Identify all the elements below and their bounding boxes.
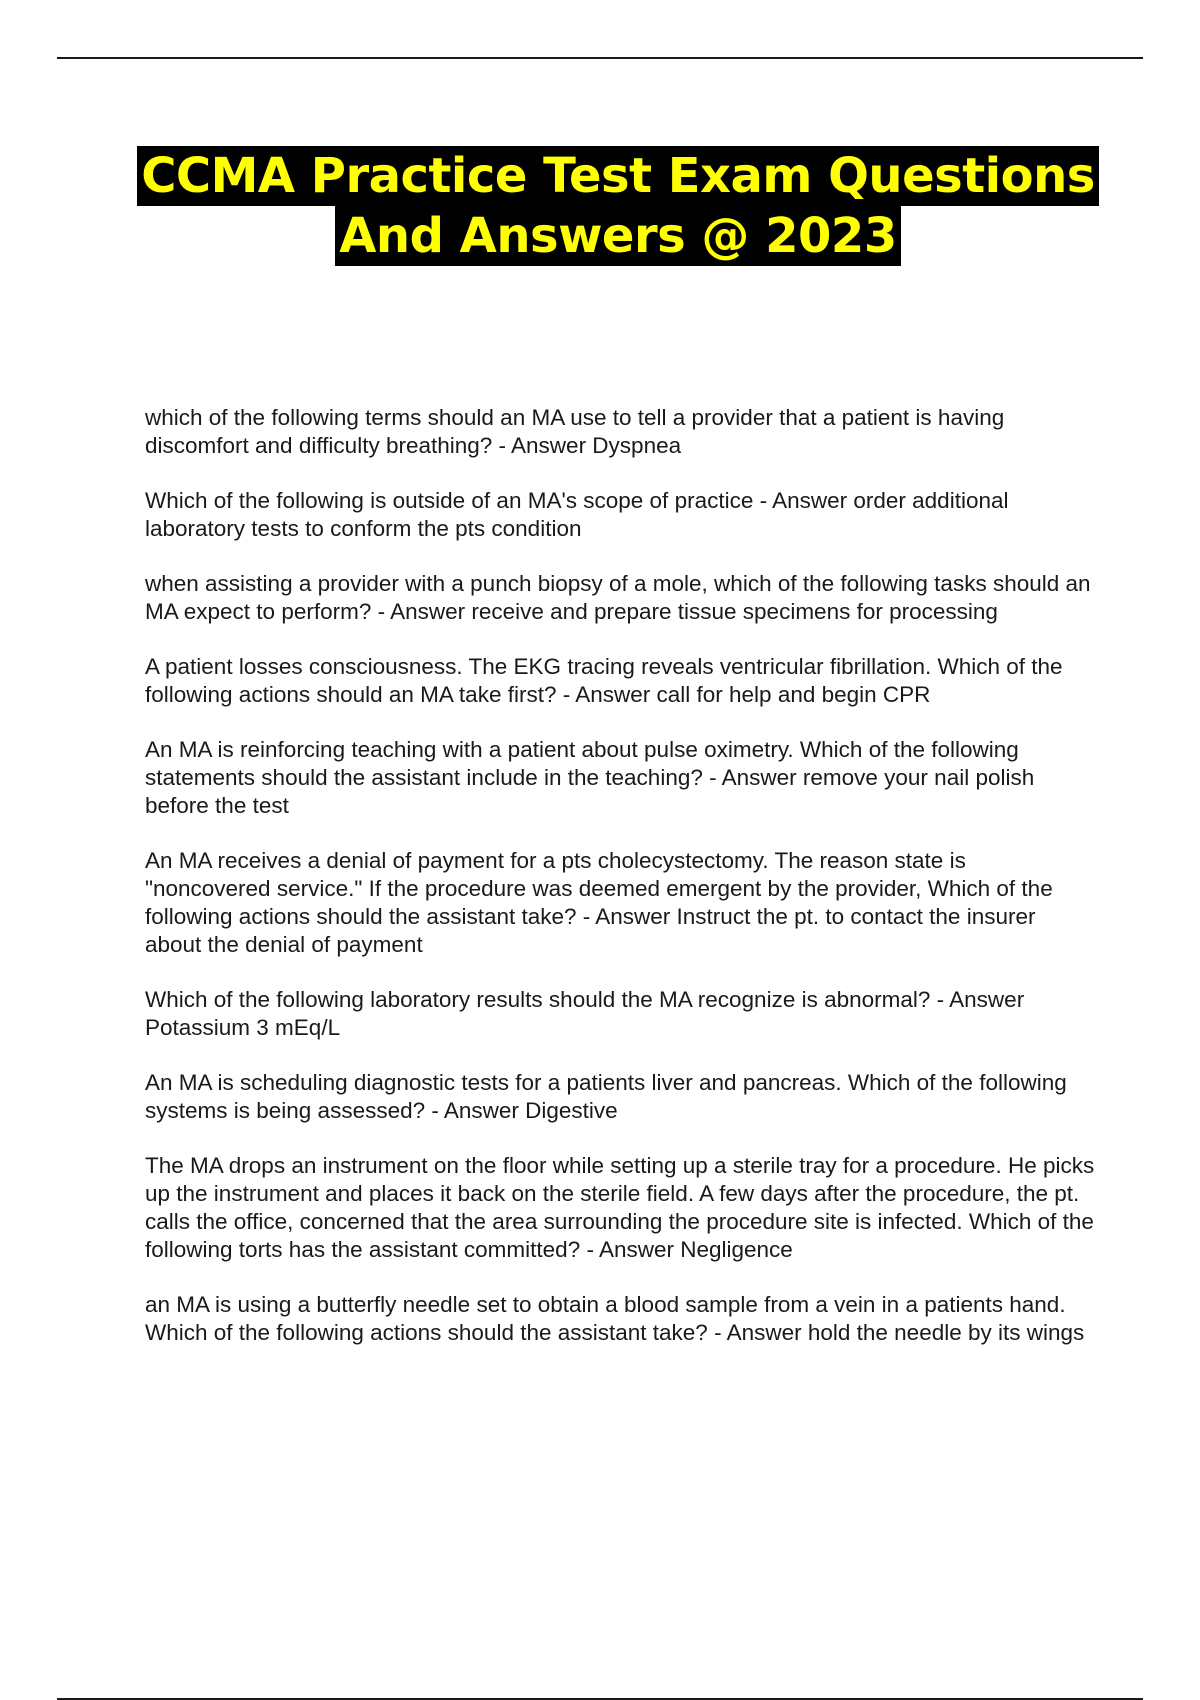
qa-item: Which of the following is outside of an MA's scope of practice - Answer order additional laboratory tests to conform the pts condition: [145, 488, 1009, 541]
title-line-2: And Answers @ 2023: [335, 206, 900, 266]
qa-item: An MA is reinforcing teaching with a patient about pulse oximetry. Which of the following statements should the assistant include in the teaching? - Answer remove your nail polish before the test: [145, 737, 1035, 818]
qa-item: when assisting a provider with a punch biopsy of a mole, which of the following tasks should an MA expect to perform? - Answer receive and prepare tissue specimens for processing: [145, 571, 1091, 624]
top-rule: [57, 57, 1143, 59]
qa-list: [145, 404, 1095, 1374]
qa-item: A patient losses consciousness. The EKG tracing reveals ventricular fibrillation. Which of the following actions should an MA take first? - Answer call for help and begin CPR: [145, 654, 1063, 707]
qa-item: which of the following terms should an MA use to tell a provider that a patient is having discomfort and difficulty breathing? - Answer Dyspnea: [145, 405, 1005, 458]
qa-item: Which of the following laboratory results should the MA recognize is abnormal? - Answer Potassium 3 mEq/L: [145, 987, 1025, 1040]
page-title: [100, 146, 1136, 266]
qa-item: The MA drops an instrument on the floor while setting up a sterile tray for a procedure. He picks up the instrument and places it back on the sterile field. A few days after the procedure, the pt. calls the office, concerned that the area surrounding the procedure site is infected. Which of the following torts has the assistant committed? - Answer Negligence: [145, 1153, 1095, 1262]
title-line-1: CCMA Practice Test Exam Questions: [137, 146, 1099, 206]
qa-item: An MA is scheduling diagnostic tests for a patients liver and pancreas. Which of the following systems is being assessed? - Answer Digestive: [145, 1070, 1067, 1123]
qa-item: An MA receives a denial of payment for a pts cholecystectomy. The reason state is "noncovered service." If the procedure was deemed emergent by the provider, Which of the following actions should the assistant take? - Answer Instruct the pt. to contact the insurer about the denial of payment: [145, 848, 1053, 957]
qa-item: an MA is using a butterfly needle set to obtain a blood sample from a vein in a patients hand. Which of the following actions should the assistant take? - Answer hold the needle by its wings: [145, 1292, 1085, 1345]
